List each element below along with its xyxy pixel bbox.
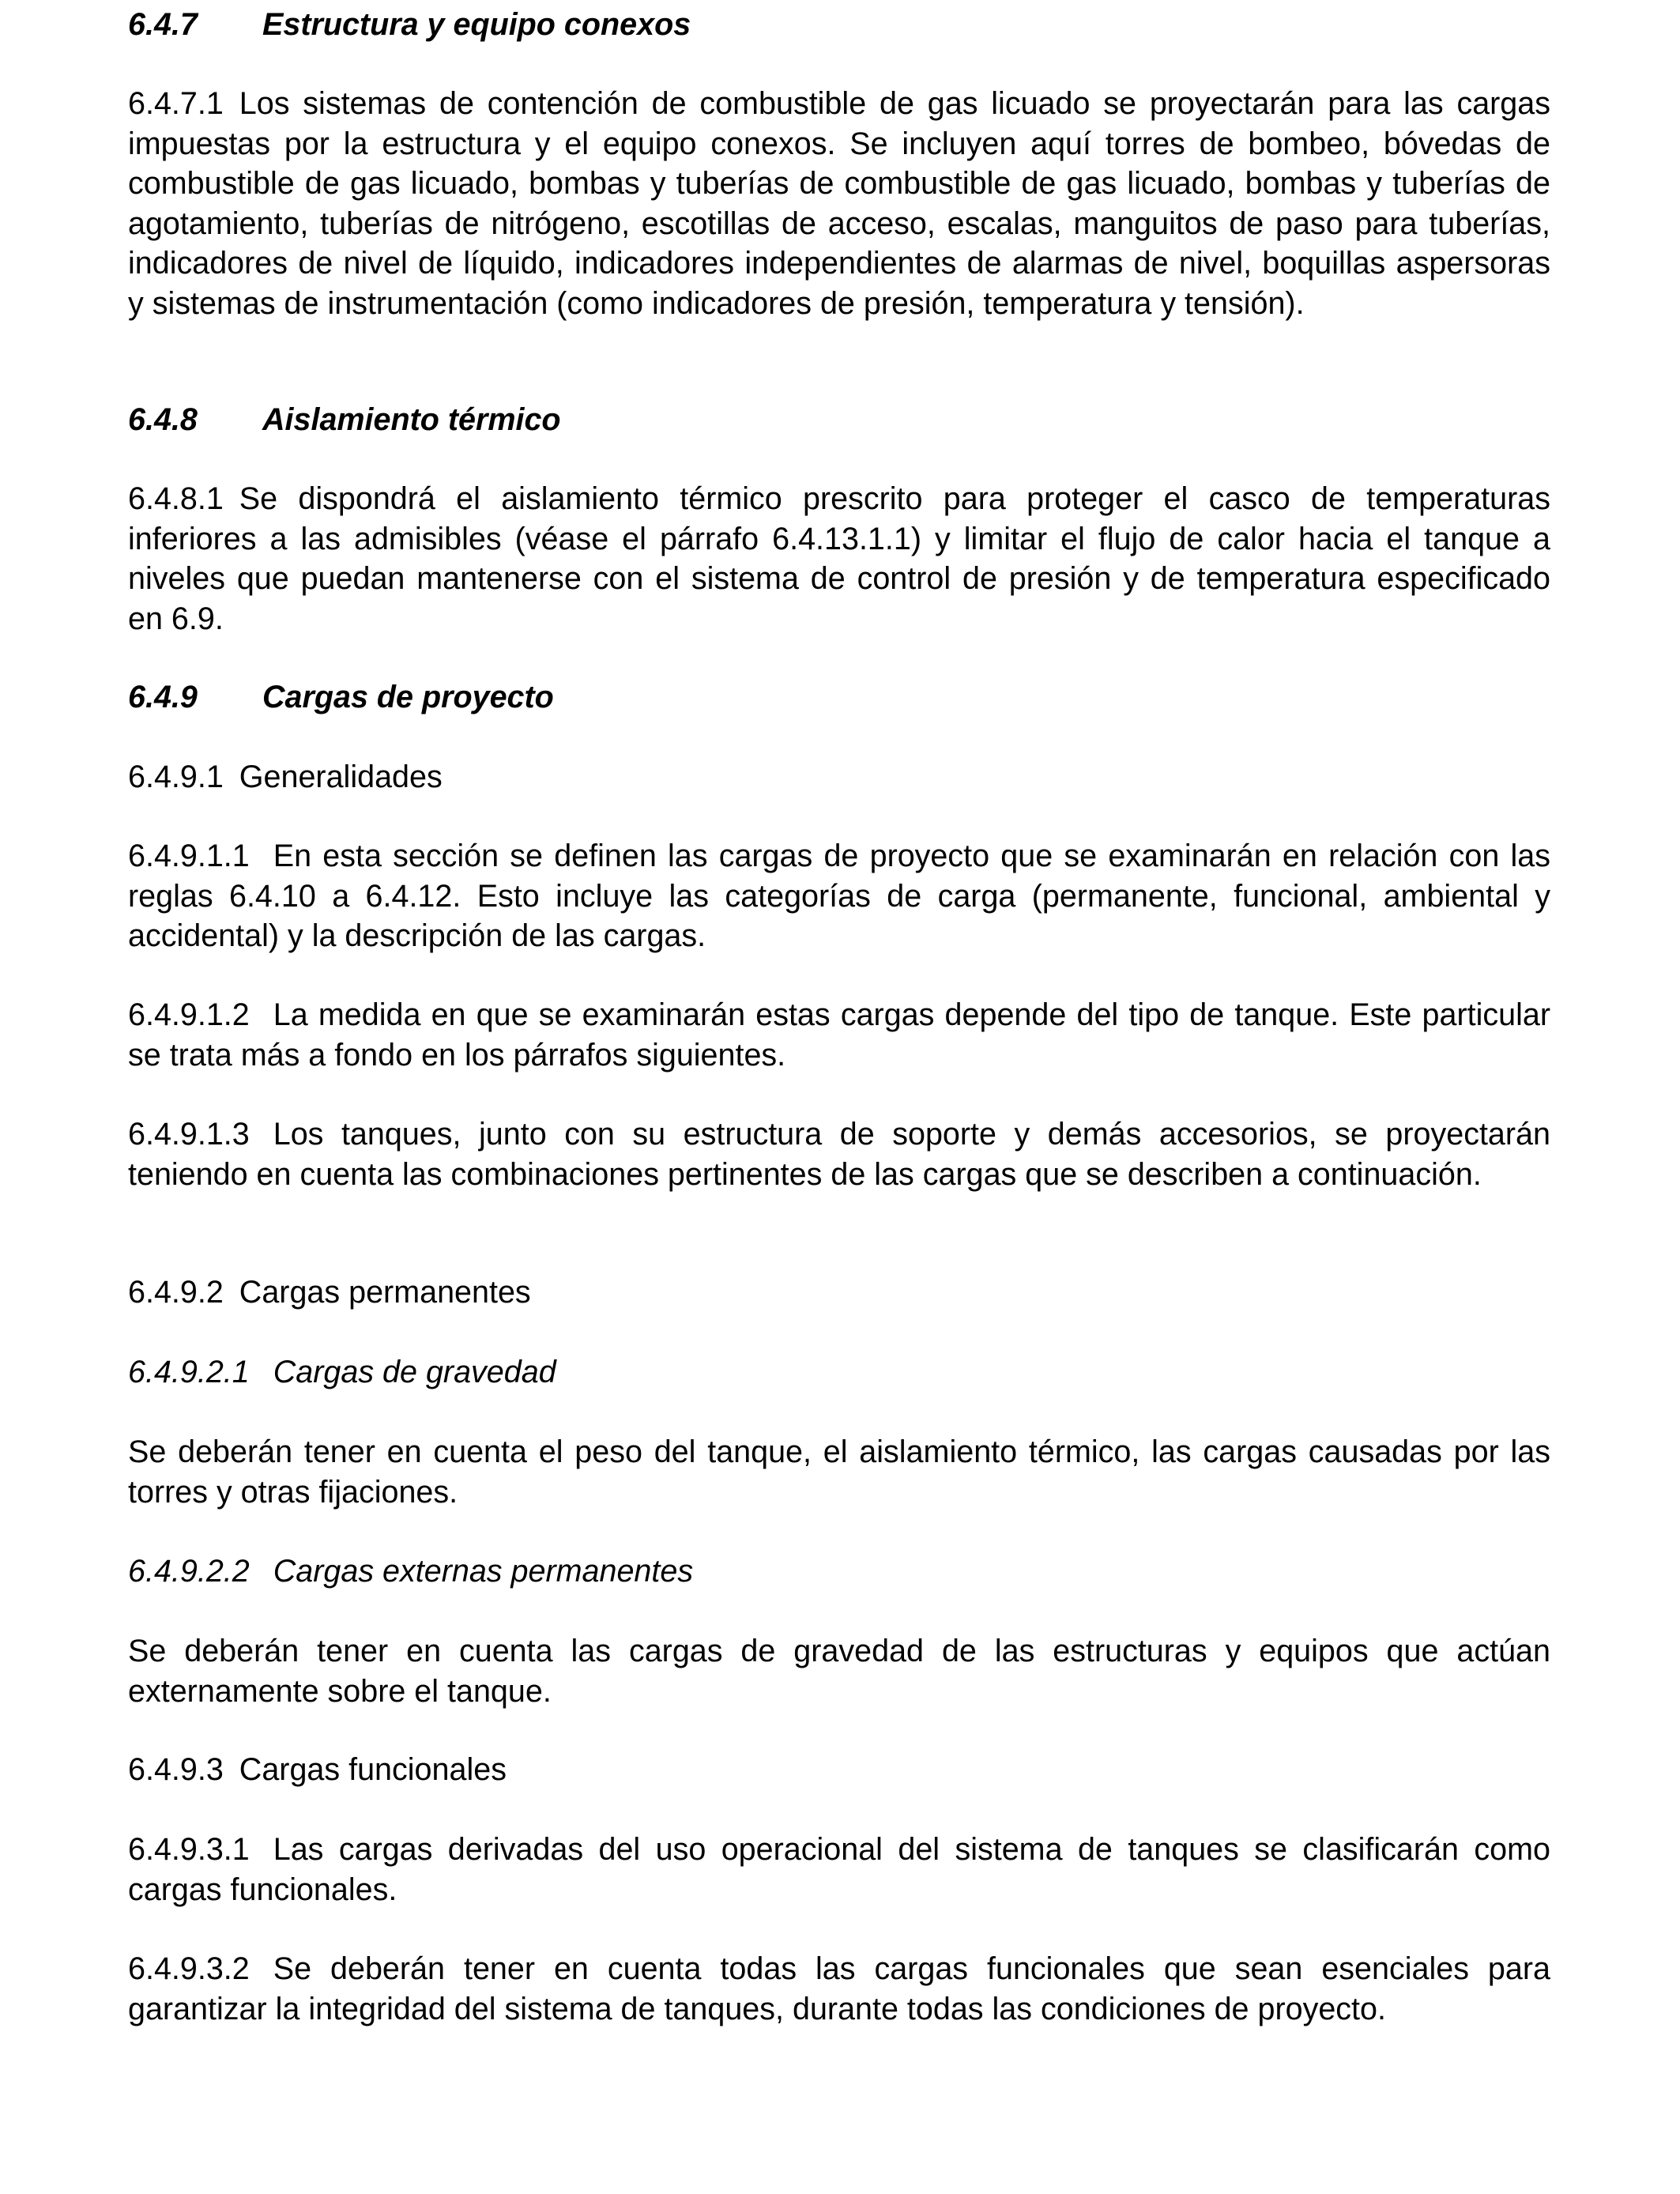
paragraph-text: Se dispondrá el aislamiento térmico prescrito para proteger el casco de temperaturas inferiores a las admisibles (véase el párrafo 6.4.13.1.1) y limitar el flujo de calor hacia el tanque a niveles que puedan mantenerse con el sistema de control de presión y de temperatura especificado en 6.9. <box>128 481 1550 636</box>
paragraph-text: En esta sección se definen las cargas de proyecto que se examinarán en relación con las reglas 6.4.10 a 6.4.12. Esto incluye las categorías de carga (permanente, funcional, ambiental y accidental) y la descripción de las cargas. <box>128 839 1550 953</box>
paragraph-text: Los tanques, junto con su estructura de soporte y demás accesorios, se proyectarán teniendo en cuenta las combinaciones pertinentes de las cargas que se describen a continuación. <box>128 1117 1550 1192</box>
subheading-title: Cargas de gravedad <box>273 1355 556 1389</box>
heading-number: 6.4.8 <box>128 402 198 437</box>
heading-number: 6.4.9 <box>128 680 198 714</box>
paragraph-6-4-9-1-3 <box>128 1114 1550 1194</box>
subheading-number: 6.4.9.2.2 <box>128 1554 250 1589</box>
paragraph-6-4-7-1 <box>128 84 1550 323</box>
paragraph-6-4-9-3-1 <box>128 1830 1550 1909</box>
paragraph-number: 6.4.7.1 <box>128 86 224 121</box>
paragraph-6-4-9-3-2 <box>128 1949 1550 2029</box>
subheading-6-4-9-2 <box>128 1272 1550 1313</box>
subheading-6-4-9-2-2 <box>128 1551 1550 1592</box>
paragraph-text: Se deberán tener en cuenta las cargas de gravedad de las estructuras y equipos que actúan externamente sobre el tanque. <box>128 1634 1550 1709</box>
subheading-6-4-9-3 <box>128 1750 1550 1790</box>
heading-title: Cargas de proyecto <box>262 680 554 714</box>
heading-6-4-8 <box>128 400 1550 440</box>
subheading-title: Cargas funcionales <box>239 1752 507 1787</box>
paragraph-text: La medida en que se examinarán estas cargas depende del tipo de tanque. Este particular se trata más a fondo en los párrafos siguientes. <box>128 997 1550 1072</box>
subheading-title: Generalidades <box>239 760 443 794</box>
heading-title: Aislamiento térmico <box>262 402 561 437</box>
heading-6-4-9 <box>128 677 1550 718</box>
paragraph-text: Los sistemas de contención de combustible de gas licuado se proyectarán para las cargas impuestas por la estructura y el equipo conexos. Se incluyen aquí torres de bombeo, bóvedas de combustible de gas licuado, bombas y tuberías de combustible de gas licuado, bombas y tuberías de agotamiento, tuberías de nitrógeno, escotillas de acceso, escalas, manguitos de paso para tuberías, indicadores de nivel de líquido, indicadores independientes de alarmas de nivel, boquillas aspersoras y sistemas de instrumentación (como indicadores de presión, temperatura y tensión). <box>128 86 1550 321</box>
subheading-title: Cargas externas permanentes <box>273 1554 694 1589</box>
paragraph-number: 6.4.9.1.3 <box>128 1117 250 1152</box>
paragraph-6-4-9-1-2 <box>128 995 1550 1075</box>
paragraph-text: Se deberán tener en cuenta el peso del tanque, el aislamiento térmico, las cargas causadas por las torres y otras fijaciones. <box>128 1434 1550 1510</box>
subheading-6-4-9-1 <box>128 757 1550 797</box>
paragraph-number: 6.4.9.1.1 <box>128 839 250 873</box>
subheading-number: 6.4.9.3 <box>128 1752 224 1787</box>
heading-number: 6.4.7 <box>128 7 198 42</box>
paragraph-6-4-9-1-1 <box>128 836 1550 956</box>
heading-title: Estructura y equipo conexos <box>262 7 691 42</box>
paragraph-number: 6.4.8.1 <box>128 481 224 516</box>
paragraph-gravity-loads <box>128 1432 1550 1512</box>
subheading-number: 6.4.9.2.1 <box>128 1355 250 1389</box>
paragraph-number: 6.4.9.3.1 <box>128 1832 250 1867</box>
paragraph-6-4-8-1 <box>128 479 1550 639</box>
paragraph-text: Las cargas derivadas del uso operacional del sistema de tanques se clasificarán como cargas funcionales. <box>128 1832 1550 1907</box>
subheading-6-4-9-2-1 <box>128 1352 1550 1393</box>
paragraph-text: Se deberán tener en cuenta todas las cargas funcionales que sean esenciales para garantizar la integridad del sistema de tanques, durante todas las condiciones de proyecto. <box>128 1951 1550 2026</box>
subheading-number: 6.4.9.2 <box>128 1275 224 1310</box>
paragraph-number: 6.4.9.1.2 <box>128 997 250 1032</box>
document-page <box>128 0 1550 2194</box>
subheading-title: Cargas permanentes <box>239 1275 531 1310</box>
paragraph-number: 6.4.9.3.2 <box>128 1951 250 1986</box>
paragraph-external-loads <box>128 1631 1550 1711</box>
heading-6-4-7 <box>128 5 1550 45</box>
subheading-number: 6.4.9.1 <box>128 760 224 794</box>
